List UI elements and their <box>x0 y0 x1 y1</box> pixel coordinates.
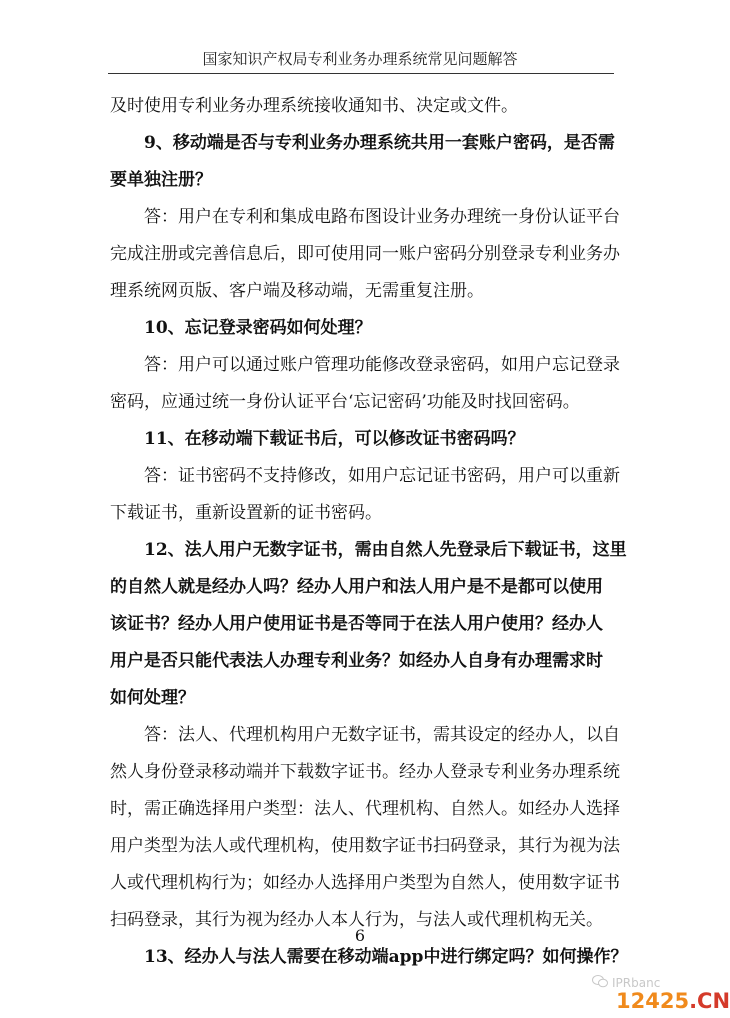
logo-number: 12425 <box>616 989 690 1013</box>
text-line: 答：证书密码不支持修改，如用户忘记证书密码，用户可以重新 <box>144 466 620 486</box>
text-line: 完成注册或完善信息后，即可使用同一账户密码分别登录专利业务办 <box>110 244 620 264</box>
watermark-text: IPRbanc <box>612 976 661 990</box>
logo-tld: .CN <box>689 989 730 1013</box>
question-line: 如何处理？ <box>110 688 195 708</box>
text-line: 密码，应通过统一身份认证平台‘忘记密码’功能及时找回密码。 <box>110 392 580 412</box>
page-number: 6 <box>354 926 366 945</box>
question-line: 该证书？经办人用户使用证书是否等同于在法人用户使用？经办人 <box>110 614 603 634</box>
text-line: 人或代理机构行为；如经办人选择用户类型为自然人，使用数字证书 <box>110 873 620 893</box>
text-line: 扫码登录，其行为视为经办人本人行为，与法人或代理机构无关。 <box>110 910 603 930</box>
question-line: 要单独注册？ <box>110 170 212 190</box>
text-line: 及时使用专利业务办理系统接收通知书、决定或文件。 <box>110 96 518 116</box>
text-line: 时，需正确选择用户类型：法人、代理机构、自然人。如经办人选择 <box>110 799 620 819</box>
document-body <box>110 88 628 976</box>
page-header: 国家知识产权局专利业务办理系统常见问题解答 <box>202 50 518 68</box>
question-line: 11、在移动端下载证书后，可以修改证书密码吗？ <box>144 429 525 449</box>
wechat-icon <box>592 974 608 988</box>
text-line: 然人身份登录移动端并下载数字证书。经办人登录专利业务办理系统 <box>110 762 620 782</box>
text-line: 答：用户可以通过账户管理功能修改登录密码，如用户忘记登录 <box>144 355 620 375</box>
text-line: 答：法人、代理机构用户无数字证书，需其设定的经办人，以自 <box>144 725 620 745</box>
text-line: 答：用户在专利和集成电路布图设计业务办理统一身份认证平台 <box>144 207 620 227</box>
text-line: 理系统网页版、客户端及移动端，无需重复注册。 <box>110 281 484 301</box>
header-divider <box>108 73 614 74</box>
question-line: 13、经办人与法人需要在移动端app中进行绑定吗？如何操作？ <box>144 947 628 967</box>
site-logo <box>616 988 730 1014</box>
text-line: 用户类型为法人或代理机构，使用数字证书扫码登录，其行为视为法 <box>110 836 620 856</box>
question-line: 的自然人就是经办人吗？经办人用户和法人用户是不是都可以使用 <box>110 577 603 597</box>
question-line: 9、移动端是否与专利业务办理系统共用一套账户密码，是否需 <box>144 133 615 153</box>
question-line: 12、法人用户无数字证书，需由自然人先登录后下载证书，这里 <box>144 540 627 560</box>
question-line: 10、忘记登录密码如何处理？ <box>144 318 372 338</box>
question-line: 用户是否只能代表法人办理专利业务？如经办人自身有办理需求时 <box>110 651 603 671</box>
text-line: 下载证书，重新设置新的证书密码。 <box>110 503 382 523</box>
